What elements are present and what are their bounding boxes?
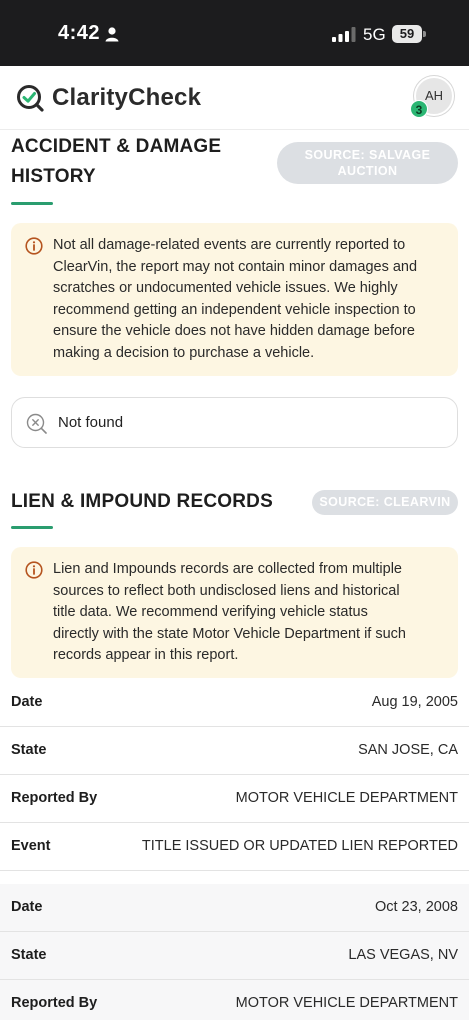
- app-logo[interactable]: [16, 83, 201, 113]
- lien-notice: [11, 547, 458, 678]
- record-label: Date: [11, 694, 43, 710]
- app-header: [0, 66, 469, 130]
- user-avatar[interactable]: AH: [414, 76, 454, 116]
- record-label: State: [11, 947, 47, 963]
- status-time: 4:42: [58, 22, 101, 44]
- accident-result-text: Not found: [58, 414, 124, 431]
- notice-line: scratches or undocumented vehicle issues. We highly: [53, 280, 398, 296]
- notice-line: title data. We recommend verifying vehicle status: [53, 604, 368, 620]
- accident-title-underline: [11, 202, 53, 205]
- notice-line: Lien and Impounds records are collected from multiple: [53, 561, 402, 577]
- notice-line: ClearVin, the report may not contain minor damages and: [53, 258, 418, 275]
- lien-section-title: LIEN & IMPOUND RECORDS: [11, 491, 273, 512]
- notice-line: records appear in this report.: [53, 647, 239, 663]
- lien-notice-text: [53, 559, 446, 667]
- record-row-date: [0, 679, 469, 727]
- search-x-icon: [26, 413, 47, 434]
- battery-level: 59: [392, 25, 422, 43]
- record-value: SAN JOSE, CA: [358, 742, 458, 758]
- notice-line: making a decision to purchase a vehicle.: [53, 344, 315, 361]
- record-value: MOTOR VEHICLE DEPARTMENT: [235, 790, 458, 806]
- notice-line: Not all damage-related events are currently reported to: [53, 237, 406, 253]
- info-icon: [25, 237, 43, 255]
- accident-result-card: [11, 397, 458, 448]
- notice-line: recommend getting an independent vehicle inspection to: [53, 301, 416, 318]
- record-label: Reported By: [11, 995, 98, 1011]
- network-type: 5G: [363, 25, 386, 44]
- lien-title-underline: [11, 526, 53, 529]
- lien-source-badge: SOURCE: CLEARVIN: [312, 490, 458, 515]
- accident-source-badge: [277, 142, 458, 184]
- accident-title-line2: HISTORY: [11, 166, 96, 187]
- info-icon: [25, 561, 43, 579]
- accident-section-title: [11, 132, 221, 192]
- record-row-reported-by: [0, 980, 469, 1020]
- accident-source-line2: AUCTION: [337, 164, 398, 178]
- app-name: ClarityCheck: [52, 84, 202, 111]
- cellular-signal-icon: [332, 27, 356, 42]
- record-value: MOTOR VEHICLE DEPARTMENT: [235, 995, 458, 1011]
- accident-notice-text: [53, 235, 446, 364]
- accident-notice: [11, 223, 458, 376]
- record-row-reported-by: [0, 775, 469, 823]
- notice-line: sources to reflect both undisclosed liens and historical: [53, 582, 400, 599]
- record-row-event: [0, 823, 469, 871]
- check-magnifier-icon: [16, 84, 44, 112]
- battery-icon: [392, 25, 426, 43]
- record-row-state: [0, 932, 469, 980]
- accident-title-line1: ACCIDENT & DAMAGE: [11, 136, 222, 157]
- record-label: State: [11, 742, 47, 758]
- record-label: Reported By: [11, 790, 98, 806]
- accident-source-line1: SOURCE: SALVAGE: [304, 148, 431, 162]
- record-label: Date: [11, 899, 43, 915]
- status-bar: [0, 0, 469, 66]
- person-icon: [104, 26, 120, 42]
- record-value: Oct 23, 2008: [374, 899, 458, 915]
- record-label: Event: [11, 838, 51, 854]
- record-row-date: [0, 884, 469, 932]
- record-value: Aug 19, 2005: [371, 694, 458, 710]
- record-value: LAS VEGAS, NV: [348, 947, 458, 963]
- notice-line: directly with the state Motor Vehicle Department if such: [53, 625, 406, 642]
- record-row-state: [0, 727, 469, 775]
- record-value: TITLE ISSUED OR UPDATED LIEN REPORTED: [141, 838, 458, 854]
- notification-count-badge: 3: [410, 100, 428, 118]
- notice-line: ensure the vehicle does not have hidden damage before: [53, 323, 415, 339]
